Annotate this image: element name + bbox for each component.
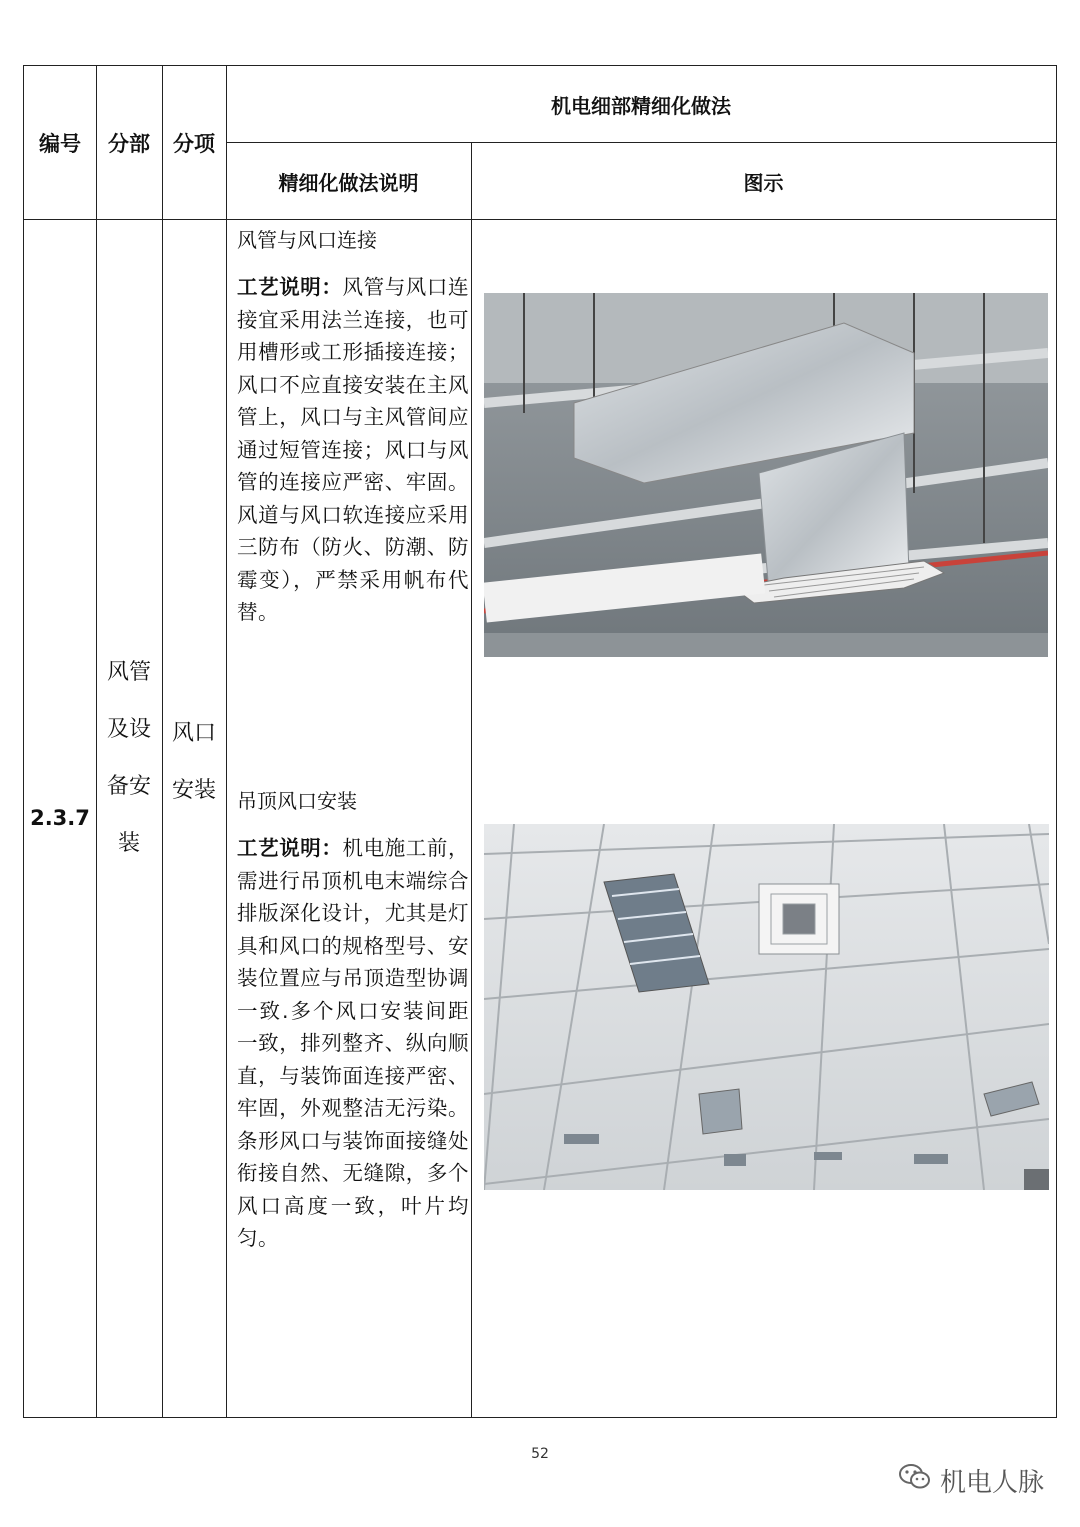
row-item: [162, 219, 226, 1417]
section-label: 工艺说明：: [237, 836, 343, 860]
page-number: 52: [531, 1446, 549, 1462]
division-line: 及设: [106, 717, 151, 742]
wechat-icon: [898, 1462, 932, 1499]
item-line: 安装: [171, 778, 216, 803]
section-text: 风管与风口连接宜采用法兰连接，也可用槽形或工形插接连接；风口不应直接安装在主风管上，风口与主风管间应通过短管连接；风口与风管的连接应严密、牢固。风道与风口软连接应采用三防布（防火、防潮、防霉变），严禁采用帆布代替。: [237, 275, 469, 624]
duct-vent-photo: [484, 293, 1048, 657]
divider: [471, 143, 472, 1417]
row-code: 2.3.7: [30, 806, 90, 830]
section-body-duct-connection: [237, 271, 469, 629]
header-main: 机电细部精细化做法: [551, 93, 731, 118]
section-label: 工艺说明：: [237, 275, 343, 299]
header-desc: 精细化做法说明: [278, 170, 419, 195]
division-line: 风管: [106, 660, 151, 685]
watermark-text: 机电人脉: [940, 1468, 1045, 1498]
section-title-duct-connection: 风管与风口连接: [237, 228, 377, 252]
header-image: 图示: [743, 170, 784, 195]
item-line: 风口: [171, 721, 216, 746]
row-division: [96, 219, 162, 1417]
header-division: 分部: [108, 131, 150, 156]
spec-table: [23, 65, 1057, 1418]
section-text: 机电施工前，需进行吊顶机电末端综合排版深化设计，尤其是灯具和风口的规格型号、安装位置应与吊顶造型协调一致.多个风口安装间距一致，排列整齐、纵向顺直，与装饰面连接严密、牢固，外观整洁无污染。条形风口与装饰面接缝处衔接自然、无缝隙，多个风口高度一致，叶片均匀。: [237, 836, 469, 1250]
section-title-ceiling-vent: 吊顶风口安装: [237, 789, 357, 813]
item-text: [172, 705, 216, 819]
header-code: 编号: [39, 131, 81, 156]
section-body-ceiling-vent: [237, 832, 469, 1255]
division-line: 装: [117, 831, 140, 856]
header-item: 分项: [173, 131, 215, 156]
divider: [226, 66, 227, 1417]
watermark: [898, 1462, 1044, 1499]
division-line: 备安: [106, 774, 151, 799]
division-text: [107, 644, 151, 872]
ceiling-vent-photo: [484, 824, 1049, 1190]
